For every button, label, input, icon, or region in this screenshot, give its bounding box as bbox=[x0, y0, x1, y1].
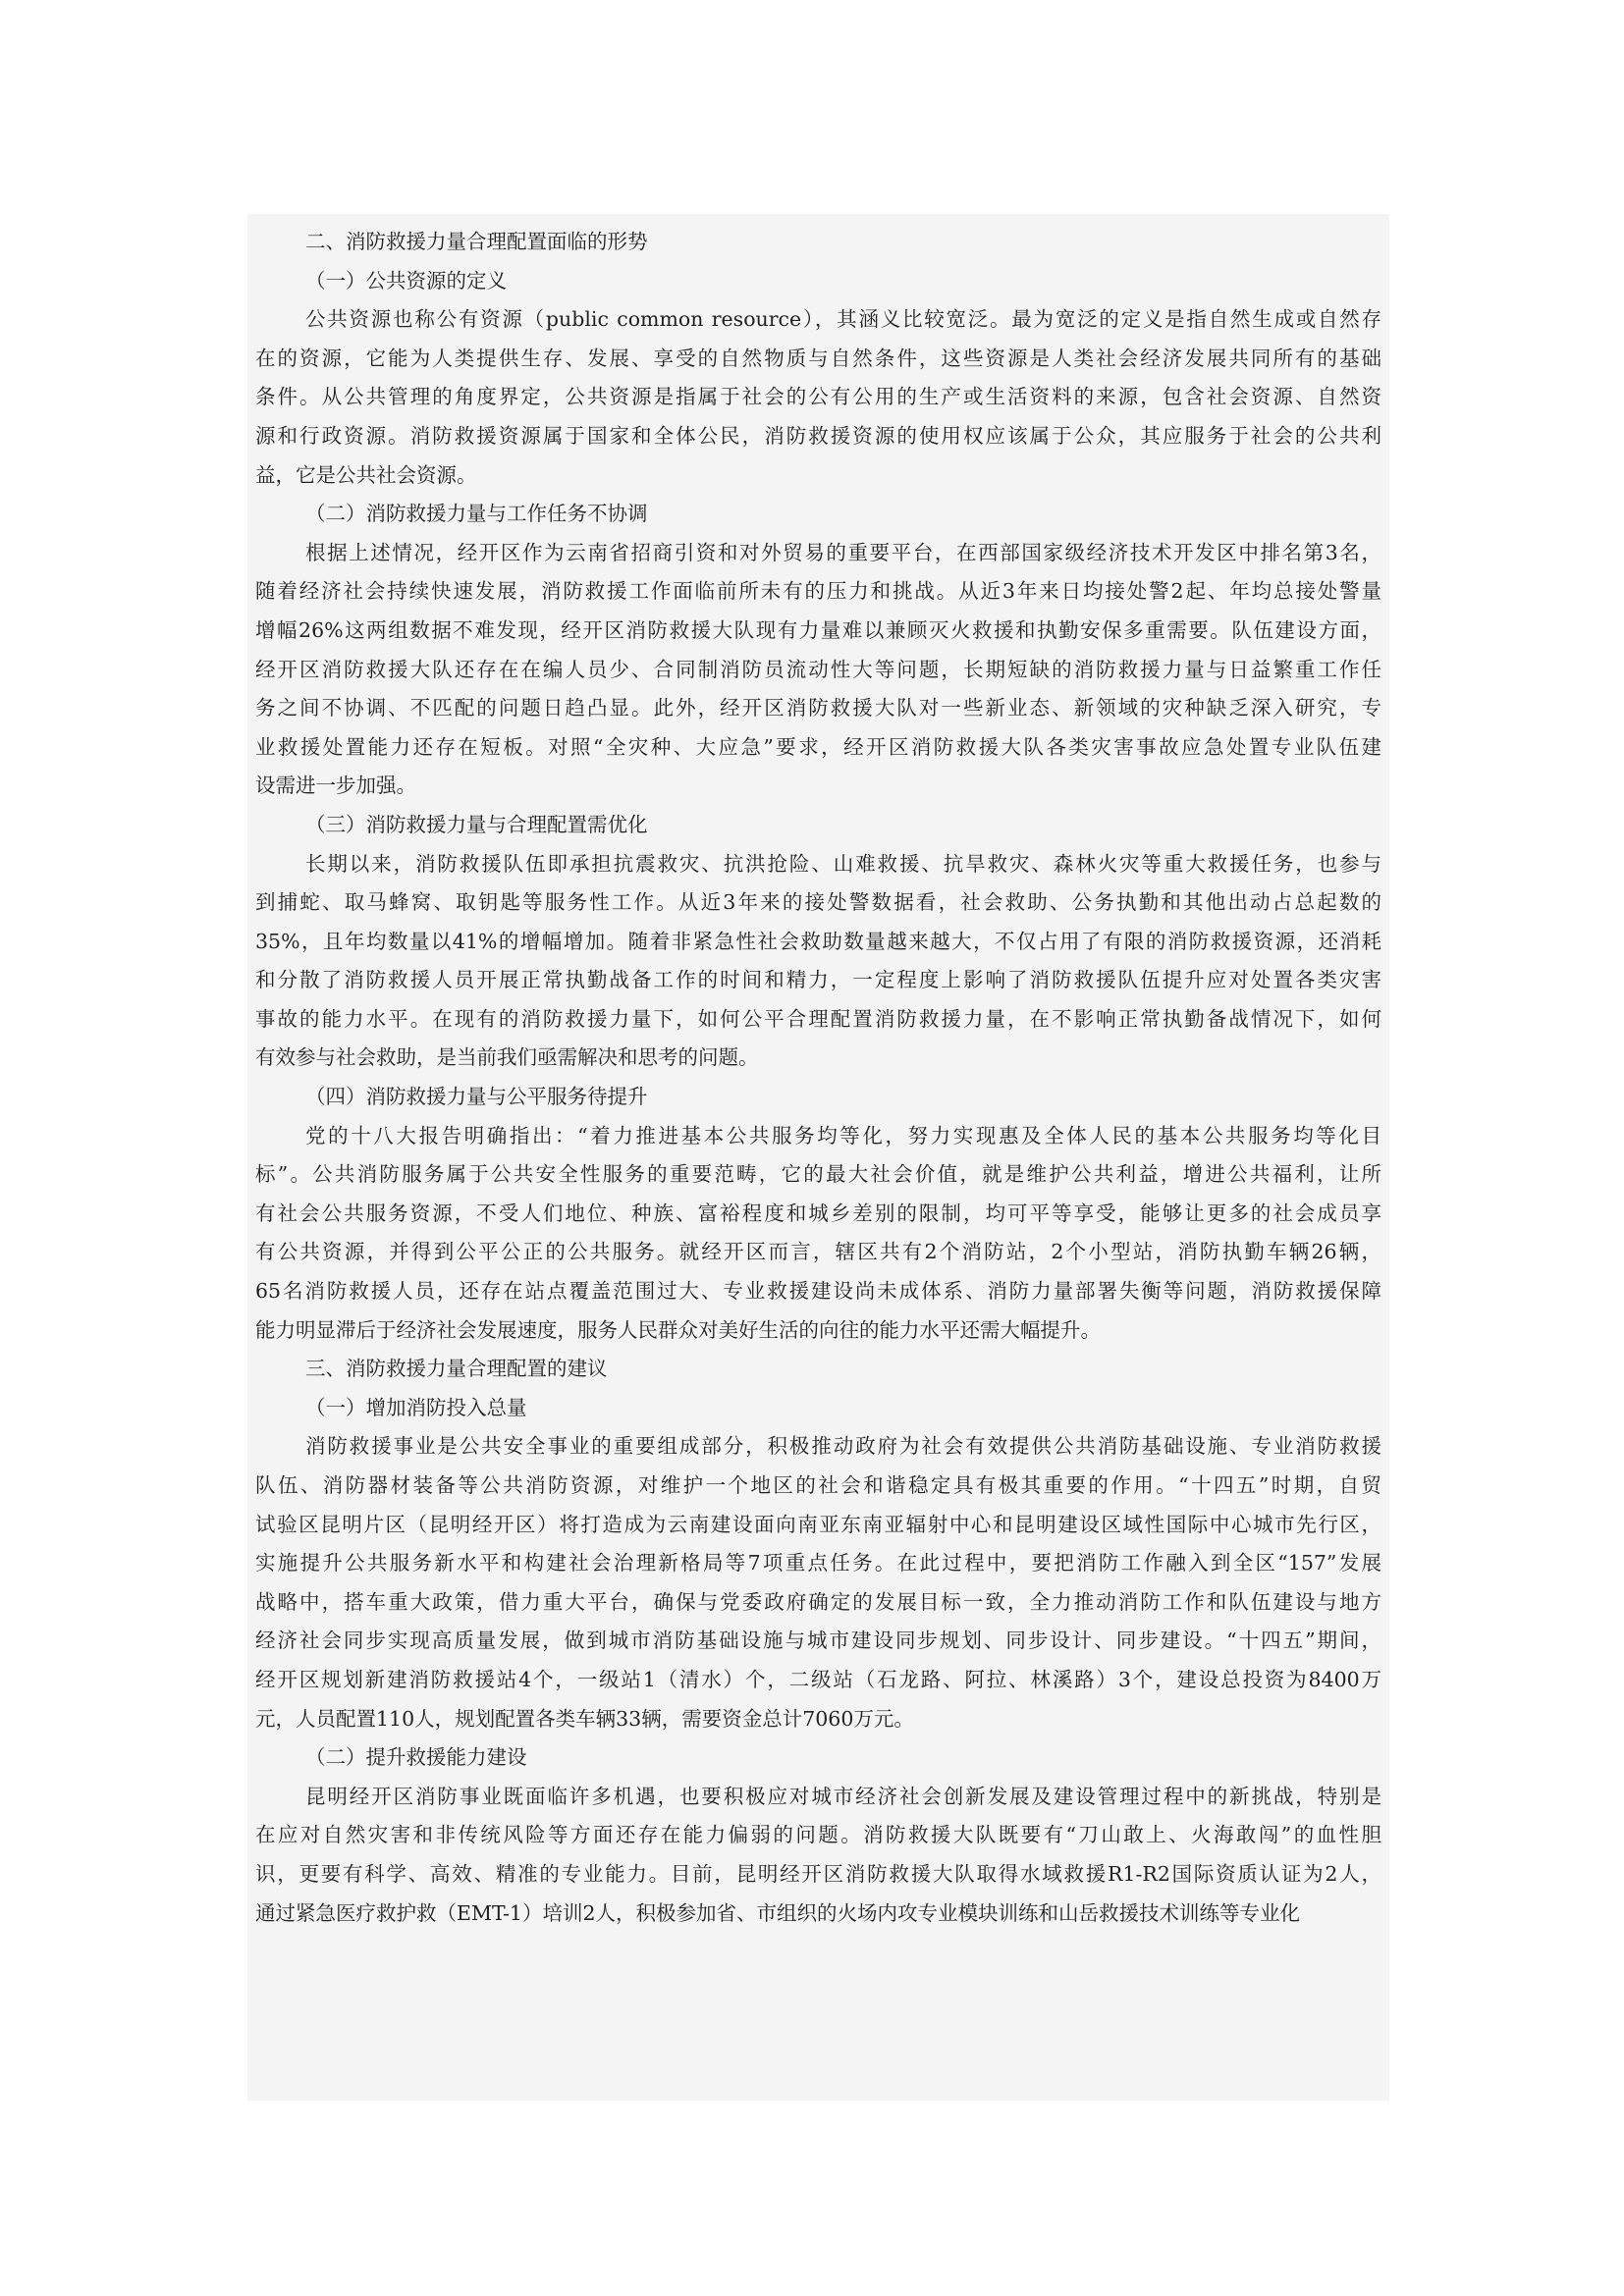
paragraph-line: 识，更要有科学、高效、精准的专业能力。目前，昆明经开区消防救援大队取得水域救援R1-R2国际资质认证为2人， bbox=[255, 1861, 1381, 1886]
paragraph-line: 根据上述情况，经开区作为云南省招商引资和对外贸易的重要平台，在西部国家级经济技术开发区中排名第3名， bbox=[305, 540, 1381, 564]
paragraph-line: 试验区昆明片区（昆明经开区）将打造成为云南建设面向南亚东南亚辐射中心和昆明建设区域性国际中心城市先行区， bbox=[255, 1512, 1381, 1536]
paragraph-line: 党的十八大报告明确指出：“着力推进基本公共服务均等化，努力实现惠及全体人民的基本公共服务均等化目 bbox=[305, 1123, 1381, 1148]
paragraph-line: 在应对自然灾害和非传统风险等方面还存在能力偏弱的问题。消防救援大队既要有“刀山敢上、火海敢闯”的血性胆 bbox=[255, 1823, 1381, 1847]
section-heading: （二）消防救援力量与工作任务不协调 bbox=[305, 502, 648, 526]
paragraph-line: 到捕蛇、取马蜂窝、取钥匙等服务性工作。从近3年来的接处警数据看，社会救助、公务执勤和其他出动占总起数的 bbox=[255, 890, 1381, 915]
paragraph-line: 标”。公共消防服务属于公共安全性服务的重要范畴，它的最大社会价值，就是维护公共利益，增进公共福利，让所 bbox=[255, 1162, 1381, 1187]
section-heading: 三、消防救援力量合理配置的建议 bbox=[305, 1357, 608, 1381]
section-heading: （一）增加消防投入总量 bbox=[305, 1395, 527, 1419]
paragraph-line: 随着经济社会持续快速发展，消防救援工作面临前所未有的压力和挑战。从近3年来日均接处警2起、年均总接处警量 bbox=[255, 579, 1381, 604]
paragraph-line: 能力明显滞后于经济社会发展速度，服务人民群众对美好生活的向往的能力水平还需大幅提升。 bbox=[255, 1317, 1101, 1342]
paragraph-line: 有社会公共服务资源，不受人们地位、种族、富裕程度和城乡差别的限制，均可平等享受，能够让更多的社会成员享 bbox=[255, 1201, 1381, 1225]
paragraph-line: 源和行政资源。消防救援资源属于国家和全体公民，消防救援资源的使用权应该属于公众，其应服务于社会的公共利 bbox=[255, 423, 1381, 448]
paragraph-line: 战略中，搭车重大政策，借力重大平台，确保与党委政府确定的发展目标一致，全力推动消防工作和队伍建设与地方 bbox=[255, 1589, 1381, 1614]
paragraph-line: 昆明经开区消防事业既面临许多机遇，也要积极应对城市经济社会创新发展及建设管理过程中的新挑战，特别是 bbox=[305, 1784, 1381, 1808]
paragraph-line: 务之间不协调、不匹配的问题日趋凸显。此外，经开区消防救援大队对一些新业态、新领域的灾种缺乏深入研究，专 bbox=[255, 696, 1381, 721]
paragraph-line: 元，人员配置110人，规划配置各类车辆33辆，需要资金总计7060万元。 bbox=[255, 1706, 914, 1731]
paragraph-line: 增幅26%这两组数据不难发现，经开区消防救援大队现有力量难以兼顾灭火救援和执勤安保多重需要。队伍建设方面， bbox=[255, 617, 1381, 642]
paragraph-line: 经开区规划新建消防救援站4个，一级站1（清水）个，二级站（石龙路、阿拉、林溪路）3个，建设总投资为8400万 bbox=[255, 1667, 1381, 1691]
paragraph-line: 有效参与社会救助，是当前我们亟需解决和思考的问题。 bbox=[255, 1045, 759, 1070]
paragraph-line: 和分散了消防救援人员开展正常执勤战备工作的时间和精力，一定程度上影响了消防救援队伍提升应对处置各类灾害 bbox=[255, 968, 1381, 992]
paragraph-line: 业救援处置能力还存在短板。对照“全灾种、大应急”要求，经开区消防救援大队各类灾害事故应急处置专业队伍建 bbox=[255, 734, 1381, 759]
paragraph-line: 实施提升公共服务新水平和构建社会治理新格局等7项重点任务。在此过程中，要把消防工作融入到全区“157”发展 bbox=[255, 1551, 1381, 1575]
paragraph-line: 公共资源也称公有资源（public common resource），其涵义比较宽泛。最为宽泛的定义是指自然生成或自然存 bbox=[305, 307, 1381, 332]
paragraph-line: 经开区消防救援大队还存在在编人员少、合同制消防员流动性大等问题，长期短缺的消防救援力量与日益繁重工作任 bbox=[255, 657, 1381, 681]
paragraph-line: 65名消防救援人员，还存在站点覆盖范围过大、专业救援建设尚未成体系、消防力量部署失衡等问题，消防救援保障 bbox=[255, 1279, 1381, 1304]
paragraph-line: 经济社会同步实现高质量发展，做到城市消防基础设施与城市建设同步规划、同步设计、同步建设。“十四五”期间， bbox=[255, 1629, 1381, 1653]
paragraph-line: 消防救援事业是公共安全事业的重要组成部分，积极推动政府为社会有效提供公共消防基础设施、专业消防救援 bbox=[305, 1434, 1381, 1459]
section-heading: （四）消防救援力量与公平服务待提升 bbox=[305, 1085, 648, 1109]
section-heading: （一）公共资源的定义 bbox=[305, 268, 507, 293]
paragraph-line: 事故的能力水平。在现有的消防救援力量下，如何公平合理配置消防救援力量，在不影响正常执勤备战情况下，如何 bbox=[255, 1006, 1381, 1031]
paragraph-line: 队伍、消防器材装备等公共消防资源，对维护一个地区的社会和谐稳定具有极其重要的作用。“十四五”时期，自贸 bbox=[255, 1473, 1381, 1497]
section-heading: 二、消防救援力量合理配置面临的形势 bbox=[305, 230, 648, 253]
section-heading: （三）消防救援力量与合理配置需优化 bbox=[305, 812, 648, 836]
paragraph-line: 在的资源，它能为人类提供生存、发展、享受的自然物质与自然条件，这些资源是人类社会经济发展共同所有的基础 bbox=[255, 346, 1381, 370]
section-heading: （二）提升救援能力建设 bbox=[305, 1745, 527, 1770]
paragraph-line: 通过紧急医疗救护救（EMT-1）培训2人，积极参加省、市组织的火场内攻专业模块训练和山岳救援技术训练等专业化 bbox=[255, 1900, 1300, 1925]
paragraph-line: 有公共资源，并得到公平公正的公共服务。就经开区而言，辖区共有2个消防站，2个小型站，消防执勤车辆26辆， bbox=[255, 1240, 1381, 1264]
paragraph-line: 条件。从公共管理的角度界定，公共资源是指属于社会的公有公用的生产或生活资料的来源，包含社会资源、自然资 bbox=[255, 385, 1381, 409]
paragraph-line: 长期以来，消防救援队伍即承担抗震救灾、抗洪抢险、山难救援、抗旱救灾、森林火灾等重大救援任务，也参与 bbox=[305, 851, 1381, 876]
paragraph-line: 设需进一步加强。 bbox=[255, 774, 416, 798]
article-text-block bbox=[247, 214, 1389, 2101]
paragraph-line: 益，它是公共社会资源。 bbox=[255, 462, 477, 487]
paragraph-line: 35%，且年均数量以41%的增幅增加。随着非紧急性社会救助数量越来越大，不仅占用了有限的消防救援资源，还消耗 bbox=[255, 929, 1381, 953]
